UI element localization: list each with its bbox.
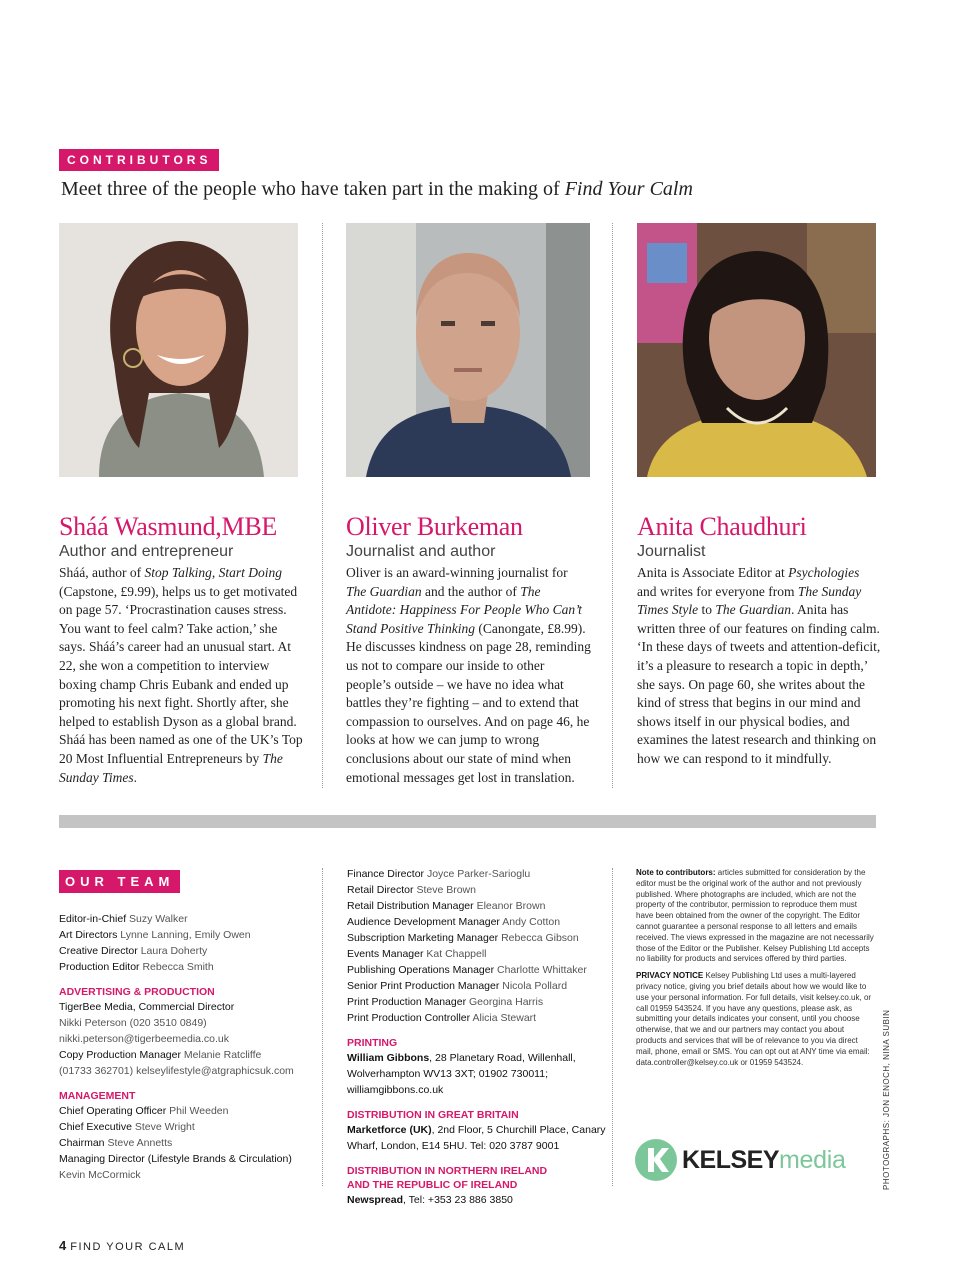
contributor-role: Author and entrepreneur <box>59 543 234 560</box>
credits-role-line: Audience Development Manager Andy Cotton <box>347 916 561 928</box>
bio-text: Anita is Associate Editor at <box>637 565 789 580</box>
contributor-name: Anita Chaudhuri <box>637 512 807 541</box>
photo-credit: PHOTOGRAPHS: JON ENOCH, NINA SUBIN <box>882 1009 891 1190</box>
contributor-name: Sháá Wasmund,MBE <box>59 512 277 541</box>
credits-detail: William Gibbons, 28 Planetary Road, Willenhall, <box>347 1052 576 1064</box>
credits-role-line: Print Production Manager Georgina Harris <box>347 996 544 1008</box>
credits-subheading: MANAGEMENT <box>59 1090 136 1102</box>
bio-text: and writes for everyone from <box>637 583 798 599</box>
credits-detail: Wolverhampton WV13 3XT; 01902 730011; <box>347 1068 548 1080</box>
bio-text: and the author of <box>421 583 521 599</box>
credits-role-line: Retail Director Steve Brown <box>347 884 476 896</box>
credits-role-line: TigerBee Media, Commercial Director <box>59 1001 235 1013</box>
bio-text: to <box>698 602 716 618</box>
bio-text: Oliver is an award-winning journalist for <box>346 565 568 580</box>
contributor-shaa-wasmund <box>59 512 304 787</box>
contributor-bio <box>346 564 591 787</box>
photo-shaa-wasmund <box>59 223 298 477</box>
bio-italic-title: The Guardian <box>715 602 792 618</box>
credits-subheading: AND THE REPUBLIC OF IRELAND <box>347 1179 518 1191</box>
note-to-contributors: Note to contributors: articles submitted for consideration by the editor must be the original work of the author and not previously published. Where photographs are included, which are not the property of the contributor, permission to reproduce them must have been obtained from the owner of the copyright. The Editor cannot guarantee a personal response to all letters and emails received. The views expressed in the magazine are not necessarily those of the Editor or the Publisher. Kelsey Publishing Ltd accepts no liability for products and services offered by third parties. <box>636 868 874 964</box>
credits-role-line: Retail Distribution Manager Eleanor Brown <box>347 900 546 912</box>
our-team-tag: OUR TEAM <box>59 870 180 893</box>
photo-oliver-burkeman <box>346 223 590 477</box>
credits-role-line: Art Directors Lynne Lanning, Emily Owen <box>59 929 251 941</box>
credits-subheading: DISTRIBUTION IN GREAT BRITAIN <box>347 1109 519 1121</box>
contributor-name: Oliver Burkeman <box>346 512 523 541</box>
contributors-intro: Meet three of the people who have taken part in the making of Find Your Calm <box>61 178 693 200</box>
contributor-role: Journalist and author <box>346 543 496 560</box>
credits-subheading: ADVERTISING & PRODUCTION <box>59 986 215 998</box>
credits-role-line: Chief Operating Officer Phil Weeden <box>59 1105 229 1117</box>
credits-role-line: Senior Print Production Manager Nicola Pollard <box>347 980 568 992</box>
bio-italic-title: Psychologies <box>788 565 860 580</box>
footer-title: FIND YOUR CALM <box>70 1241 186 1253</box>
credits-role-line: Finance Director Joyce Parker-Sarioglu <box>347 868 531 880</box>
bio-italic-title: The Sunday Times Style <box>637 583 862 618</box>
bio-text: (Canongate, £8.99). He discusses kindness on page 28, reminding us not to compare our inside to other people’s outside – we have no idea what battles they’re fighting – and to extend that compassion to ourselves. And on page 46, he looks at how we can jump to wrong conclusions about our state of mind when emotional messages get lost in translation. <box>346 620 591 785</box>
credits-role-line: Copy Production Manager Melanie Ratcliffe <box>59 1049 262 1061</box>
credits-detail: Newspread, Tel: +353 23 886 3850 <box>347 1194 513 1206</box>
credits-detail: williamgibbons.co.uk <box>347 1084 444 1096</box>
team-credits-col1 <box>59 911 314 1183</box>
credits-role-line: Creative Director Laura Doherty <box>59 945 208 957</box>
bio-italic-title: The Sunday Times <box>59 750 283 785</box>
bio-italic-title: Stop Talking, Start Doing <box>144 565 283 580</box>
kelsey-media-logo <box>634 1138 846 1182</box>
contributor-oliver-burkeman <box>346 512 591 787</box>
credits-detail: nikki.peterson@tigerbeemedia.co.uk <box>59 1033 229 1045</box>
bio-italic-title: The Antidote: Happiness For People Who Can’t Stand Positive Thinking <box>346 583 582 636</box>
logo-kelsey-text: KELSEY <box>682 1145 780 1174</box>
contributor-anita-chaudhuri <box>637 512 882 769</box>
credits-role-line: Editor-in-Chief Suzy Walker <box>59 913 188 925</box>
credits-role-line: Subscription Marketing Manager Rebecca Gibson <box>347 932 579 944</box>
credits-role-line: Chairman Steve Annetts <box>59 1137 173 1149</box>
magazine-title: Find Your Calm <box>564 178 693 200</box>
column-divider <box>322 223 323 788</box>
credits-role-line: Events Manager Kat Chappell <box>347 948 487 960</box>
credits-role-line: Production Editor Rebecca Smith <box>59 961 214 973</box>
credits-detail: (01733 362701) kelseylifestyle@atgraphicsuk.com <box>59 1065 294 1077</box>
contributor-bio <box>637 564 882 769</box>
photo-anita-chaudhuri <box>637 223 876 477</box>
page-number: 4 <box>59 1238 67 1253</box>
legal-notices <box>636 868 876 1074</box>
credits-subheading: DISTRIBUTION IN NORTHERN IRELAND <box>347 1165 548 1177</box>
bio-text: . Anita has written three of our features on finding calm. ‘In these days of tweets and attention-deficit, it’s a pleasure to research a topic in depth,’ she says. On page 60, she writes about the kind of stress that begins in our mind and shows itself in our physical bodies, and examines the latest research and thinking on how we can respond to it mindfully. <box>637 602 881 766</box>
credits-role-line: Managing Director (Lifestyle Brands & Circulation) <box>59 1153 292 1165</box>
section-separator-bar <box>59 815 876 828</box>
credits-detail: Marketforce (UK), 2nd Floor, 5 Churchill Place, Canary <box>347 1124 606 1136</box>
page-footer <box>59 1238 185 1253</box>
privacy-notice: PRIVACY NOTICE Kelsey Publishing Ltd uses a multi-layered privacy notice, giving you brief details about how we would like to use your personal information. For full details, visit kelsey.co.uk, or call 01959 543524. If you have any questions, please ask, as submitting your details indicates your consent, until you choose otherwise, that we and our partners may contact you about products and services that will be of relevance to you via direct mail, phone, email or SMS. You can opt out at ANY time via email: data.controller@kelsey.co.uk or 01959 543524. <box>636 971 872 1067</box>
team-credits-col2 <box>347 866 606 1208</box>
credits-role-line: Publishing Operations Manager Charlotte Whittaker <box>347 964 587 976</box>
contributor-role: Journalist <box>637 543 706 560</box>
bio-italic-title: The Guardian <box>346 583 422 599</box>
credits-detail: Wharf, London, E14 5HU. Tel: 020 3787 9001 <box>347 1140 560 1152</box>
kelsey-k-icon <box>634 1138 678 1182</box>
bio-text: . <box>133 769 138 785</box>
column-divider <box>612 223 613 788</box>
contributor-bio <box>59 564 304 787</box>
credits-subheading: PRINTING <box>347 1037 398 1049</box>
bio-text: (Capstone, £9.99), helps us to get motivated on page 57. ‘Procrastination causes stress. You want to feel calm? Take action,’ she says. Sháá’s career had an unusual start. At 22, she won a competition to interview boxing champ Chris Eubank and ended up promoting his next fight. Shortly after, she helped to establish Dyson as a global brand. Sháá has been named as one of the UK’s Top 20 Most Influential Entrepreneurs by <box>59 583 303 766</box>
credits-role-line: Chief Executive Steve Wright <box>59 1121 195 1133</box>
logo-media-text: media <box>779 1145 846 1174</box>
credits-role-line: Print Production Controller Alicia Stewart <box>347 1012 537 1024</box>
column-divider <box>322 868 323 1186</box>
bio-text: Sháá, author of <box>59 565 145 580</box>
column-divider <box>612 868 613 1186</box>
credits-detail: Nikki Peterson (020 3510 0849) <box>59 1017 207 1029</box>
credits-detail: Kevin McCormick <box>59 1169 141 1181</box>
contributors-tag: CONTRIBUTORS <box>59 149 219 171</box>
